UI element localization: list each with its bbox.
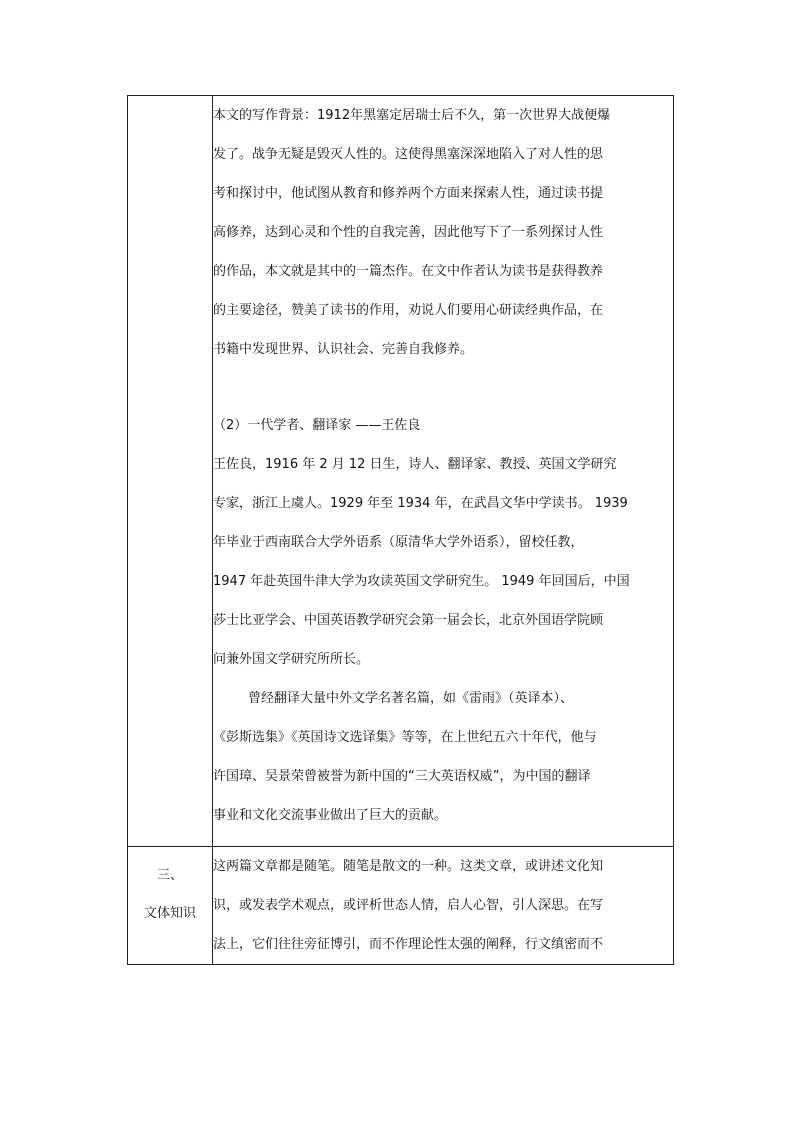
row-label-cell [128, 96, 213, 847]
text-line: 发了。战争无疑是毁灭人性的。这使得黑塞深深地陷入了对人性的思 [213, 147, 604, 162]
text-line: 的主要途径，赞美了读书的作用，劝说人们要用心研读经典作品，在 [213, 303, 604, 318]
author-bio-paragraph [213, 406, 673, 679]
text-line: 1947 年赴英国牛津大学为攻读英国文学研究生。 1949 年回国后，中国 [213, 574, 630, 589]
text-line: 曾经翻译大量中外文学名著名篇，如《雷雨》（英译本）、 [248, 691, 574, 706]
text-line: 莎士比亚学会、中国英语教学研究会第一届会长，北京外国语学院顾 [213, 613, 604, 628]
translation-work-paragraph [213, 679, 673, 835]
text-line: 法上，它们往往旁征博引，而不作理论性太强的阐释，行文缜密而不 [213, 937, 604, 952]
text-line: 的作品，本文就是其中的一篇杰作。在文中作者认为读书是获得教养 [213, 264, 604, 279]
text-line: 《彭斯选集》《英国诗文选译集》等等，在上世纪五六十年代，他与 [213, 730, 597, 745]
text-line: 事业和文化交流事业做出了巨大的贡献。 [213, 808, 448, 823]
text-line: 考和探讨中，他试图从教育和修养两个方面来探索人性，通过读书提 [213, 186, 604, 201]
text-line: 许国璋、吴景荣曾被誉为新中国的“三大英语权威”，为中国的翻译 [213, 769, 591, 784]
background-content-cell [213, 96, 674, 847]
content-table [127, 95, 674, 965]
text-line: 高修养，达到心灵和个性的自我完善，因此他写下了一系列探讨人性 [213, 225, 604, 240]
section-number: 三、 [156, 868, 183, 883]
text-line: 这两篇文章都是随笔。随笔是散文的一种。这类文章，或讲述文化知 [213, 859, 604, 874]
section-title: 文体知识 [143, 906, 196, 921]
text-line: 书籍中发现世界、认识社会、完善自我修养。 [213, 342, 474, 357]
paragraph-gap [213, 369, 673, 406]
text-line: 识，或发表学术观点，或评析世态人情，启人心智，引人深思。在写 [213, 898, 604, 913]
genre-content-cell [213, 847, 674, 965]
text-line: 专家，浙江上虞人。1929 年至 1934 年，在武昌文华中学读书。 1939 [213, 496, 628, 511]
section-heading: （2）一代学者、翻译家 ——王佐良 [213, 418, 421, 433]
text-line: 年毕业于西南联合大学外语系（原清华大学外语系），留校任教， [213, 535, 584, 550]
background-paragraph [213, 96, 673, 369]
table-row-background [128, 96, 674, 847]
text-line: 问兼外国文学研究所所长。 [213, 652, 370, 667]
genre-label-cell [128, 847, 213, 965]
table-row-genre-knowledge [128, 847, 674, 965]
text-line: 王佐良，1916 年 2 月 12 日生，诗人、翻译家、教授、英国文学研究 [213, 457, 617, 472]
text-line: 本文的写作背景：1912年黑塞定居瑞士后不久，第一次世界大战便爆 [213, 108, 611, 123]
